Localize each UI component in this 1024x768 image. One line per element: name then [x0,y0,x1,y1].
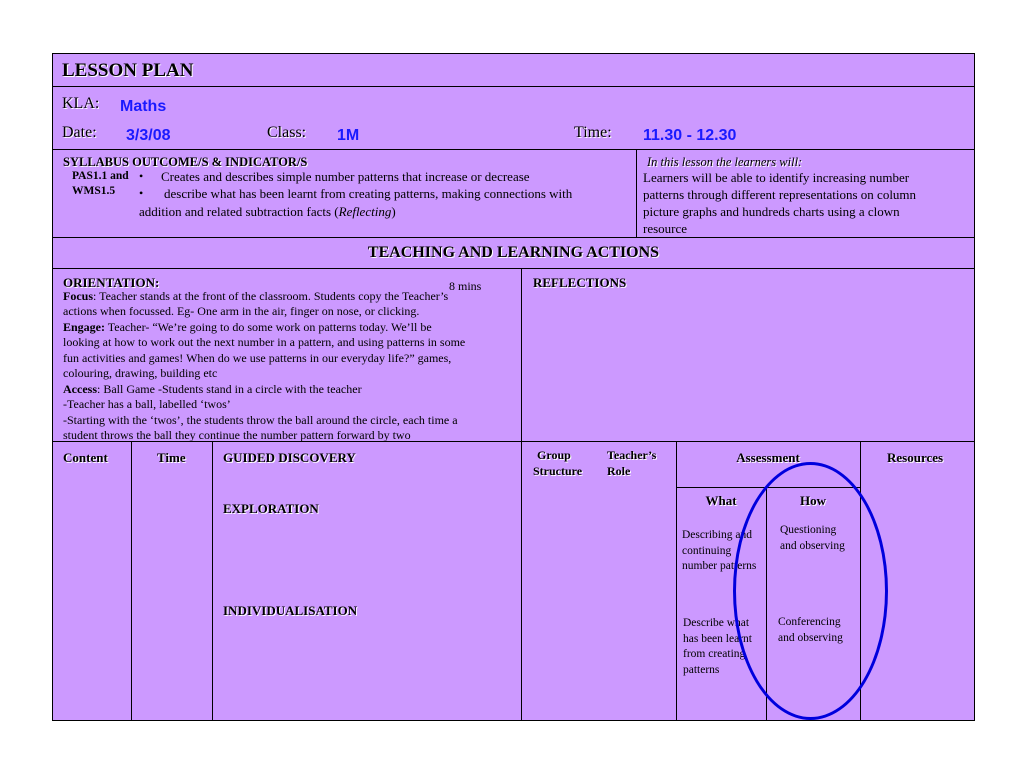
resources-header: Resources [887,450,944,465]
focus-line: Focus: Teacher stands at the front of the classroom. Students copy the Teacher’s [63,289,449,303]
syllabus-item: Creates and describes simple number patterns that increase or decrease [161,169,530,184]
focus-line: actions when focussed. Eg- One arm in the air, finger on nose, or clicking. [63,304,420,318]
page-title: LESSON PLAN [62,60,194,81]
date-value: 3/3/08 [126,127,171,144]
engage-line: fun activities and games! When do we use patterns in our everyday life?” games, [63,351,452,365]
row-divider [52,149,975,150]
col-divider [676,441,677,721]
date-label: Date: [62,124,97,141]
outcome-code: PAS1.1 and [72,170,129,182]
time-label: Time: [574,124,612,141]
row-divider [52,237,975,238]
learners-line: picture graphs and hundreds charts using a clown [643,204,900,219]
how-header: How [800,493,826,508]
individualisation-heading: INDIVIDUALISATION [223,603,358,618]
syllabus-item: describe what has been learnt from creating patterns, making connections with [164,186,573,201]
assessment-how: Questioning and observing [780,524,845,552]
access-line: Access: Ball Game -Students stand in a circle with the teacher [63,382,362,396]
kla-label: KLA: [62,95,100,112]
access-line: -Teacher has a ball, labelled ‘twos’ [63,397,231,411]
time-value: 11.30 - 12.30 [643,127,737,144]
learners-line: patterns through different representations on column [643,187,917,202]
class-label: Class: [267,124,307,141]
assessment-what: Describing and continuing number patterns [682,529,757,572]
teachers-header: Teacher’s [607,448,657,462]
orientation-duration: 8 mins [449,279,482,293]
assessment-subdivider [676,487,861,488]
row-divider [52,86,975,87]
kla-value: Maths [120,98,167,115]
learners-line: resource [643,221,688,236]
col-divider [212,441,213,721]
engage-line: Engage: Teacher- “We’re going to do some work on patterns today. We’ll be [63,320,432,334]
syllabus-heading: SYLLABUS OUTCOME/S & INDICATOR/S [63,155,308,169]
assessment-what: Describe what has been learnt from creating patterns [683,617,752,676]
row-divider [52,268,975,269]
class-value: 1M [337,127,360,144]
col-divider [636,149,637,237]
reflections-heading: REFLECTIONS [533,275,627,290]
what-header: What [705,493,737,508]
engage-line: colouring, drawing, building etc [63,366,218,380]
col-divider [766,487,767,721]
orientation-heading: ORIENTATION: [63,275,160,290]
exploration-heading: EXPLORATION [223,501,319,516]
col-divider [131,441,132,721]
learners-heading: In this lesson the learners will: [647,155,803,169]
col-divider [860,441,861,721]
group-header: Group [537,448,571,462]
access-line: -Starting with the ‘twos’, the students throw the ball around the circle, each time a [63,413,458,427]
syllabus-item-continued: addition and related subtraction facts (Reflecting) [139,204,396,219]
engage-line: looking at how to work out the next number in a pattern, and using patterns in some [63,335,466,349]
role-header: Role [607,464,631,478]
structure-header: Structure [533,464,583,478]
assessment-header: Assessment [736,450,800,465]
guided-discovery-header: GUIDED DISCOVERY [223,450,356,465]
time-header: Time [157,450,186,465]
access-line: student throws the ball they continue the number pattern forward by two [63,428,411,442]
teaching-heading: TEACHING AND LEARNING ACTIONS [367,244,660,261]
content-header: Content [63,450,108,465]
bullet: • [139,186,144,200]
assessment-how: Conferencing and observing [778,616,843,644]
col-divider [521,268,522,721]
learners-line: Learners will be able to identify increasing number [643,170,910,185]
outcome-code: WMS1.5 [72,185,116,197]
bullet: • [139,169,144,183]
